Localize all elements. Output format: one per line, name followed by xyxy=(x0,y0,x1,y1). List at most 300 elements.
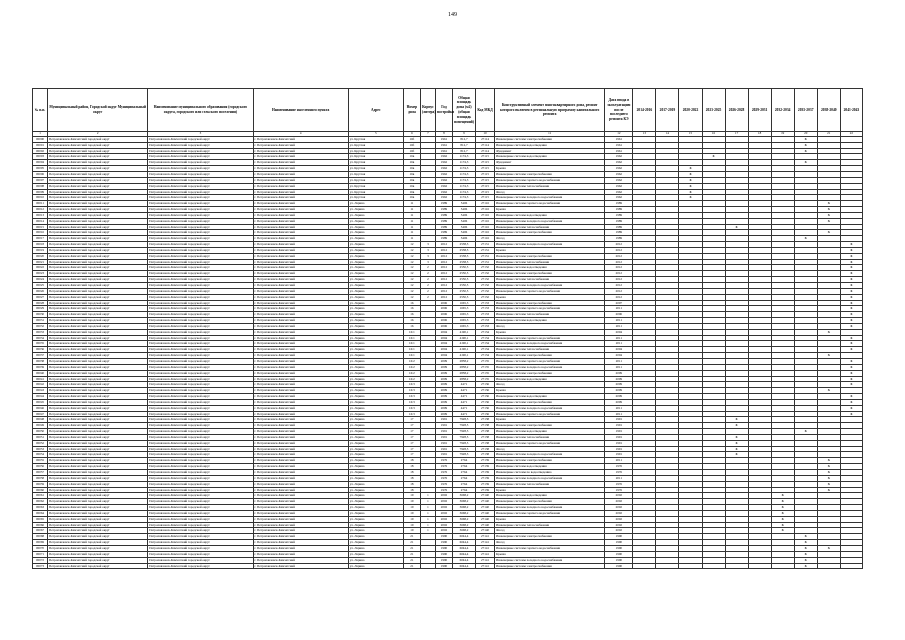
table-cell: 16б xyxy=(403,136,420,142)
table-cell: 2012 xyxy=(435,294,452,300)
table-cell: г. Петропавловск-Камчатский xyxy=(253,423,348,429)
table-cell: ул. Ларина xyxy=(348,253,403,259)
table-cell: 2009 xyxy=(435,399,452,405)
table-cell: г. Петропавловск-Камчатский xyxy=(253,522,348,528)
table-cell: г. Петропавловск-Камчатский xyxy=(253,271,348,277)
column-number: 11 xyxy=(495,132,605,137)
table-cell: ул. Ларина xyxy=(348,230,403,236)
table-cell: Петропавловск-Камчатский городской округ xyxy=(148,423,253,429)
table-cell: 27134 xyxy=(476,347,495,353)
table-cell: 2004 xyxy=(605,353,633,359)
table-cell: Инженерные системы теплоснабжения xyxy=(495,312,605,318)
table-cell: ул. Ларина xyxy=(348,470,403,476)
table-cell: ул. Ларина xyxy=(348,376,403,382)
table-cell: ул. Ларина xyxy=(348,458,403,464)
table-cell: Петропавловск-Камчатский городской округ xyxy=(148,528,253,534)
table-cell: г. Петропавловск-Камчатский xyxy=(253,207,348,213)
table-cell: г. Петропавловск-Камчатский xyxy=(253,528,348,534)
table-cell: 27138 xyxy=(476,452,495,458)
table-cell: Фундамент xyxy=(495,148,605,154)
table-cell: Петропавловск-Камчатский городской округ xyxy=(48,271,148,277)
table-cell: 27131 xyxy=(476,247,495,253)
table-cell: 27133 xyxy=(476,300,495,306)
table-cell: Фасад xyxy=(495,528,605,534)
table-cell: 12 xyxy=(403,265,420,271)
table-cell: 00043 xyxy=(33,388,48,394)
table-cell: Петропавловск-Камчатский городской округ xyxy=(48,283,148,289)
table-cell: 00024 xyxy=(33,277,48,283)
table-cell: 1174,3 xyxy=(452,183,475,189)
table-cell: ул. Ларина xyxy=(348,288,403,294)
table-cell: Петропавловск-Камчатский городской округ xyxy=(148,487,253,493)
table-cell: г. Петропавловск-Камчатский xyxy=(253,224,348,230)
table-cell: Петропавловск-Камчатский городской округ xyxy=(148,242,253,248)
table-cell: 6044,4 xyxy=(452,545,475,551)
table-cell: Петропавловск-Камчатский городской округ xyxy=(48,487,148,493)
table-cell: ул. Ларина xyxy=(348,534,403,540)
table-cell: 5406 xyxy=(452,224,475,230)
table-cell: 18 xyxy=(403,470,420,476)
table-cell: 00047 xyxy=(33,411,48,417)
table-cell: Петропавловск-Камчатский городской округ xyxy=(48,189,148,195)
table-cell: 1174,3 xyxy=(452,171,475,177)
table-cell: 1976 xyxy=(605,470,633,476)
table-cell: 2009 xyxy=(605,382,633,388)
table-cell: 16/1 xyxy=(403,341,420,347)
table-cell: ул. Ларина xyxy=(348,522,403,528)
table-cell: 2009 xyxy=(435,364,452,370)
table-cell: 2002 xyxy=(435,528,452,534)
table-cell: Крыша xyxy=(495,487,605,493)
table-cell: 27115 xyxy=(476,160,495,166)
table-cell: ул. Ларина xyxy=(348,265,403,271)
table-cell: 00036 xyxy=(33,347,48,353)
table-cell: Петропавловск-Камчатский городской округ xyxy=(148,557,253,563)
table-cell: X xyxy=(702,154,725,160)
table-cell: 16в xyxy=(403,183,420,189)
column-header: Муниципальный район, Городской округ Муниципальный округ xyxy=(48,89,148,132)
table-cell: 27140 xyxy=(476,510,495,516)
table-cell: X xyxy=(725,423,748,429)
table-cell: 2006 xyxy=(435,306,452,312)
table-cell: 1174,3 xyxy=(452,195,475,201)
table-cell: г. Петропавловск-Камчатский xyxy=(253,399,348,405)
table-cell: 1989 xyxy=(605,230,633,236)
table-cell: Крыша xyxy=(495,516,605,522)
table-cell: 2006 xyxy=(605,312,633,318)
table-cell xyxy=(817,563,840,569)
table-cell: X xyxy=(817,475,840,481)
table-cell: 27114 xyxy=(476,142,495,148)
table-cell: 00062 xyxy=(33,499,48,505)
table-cell: 2006 xyxy=(435,323,452,329)
table-cell: г. Петропавловск-Камчатский xyxy=(253,318,348,324)
table-cell: 12 xyxy=(403,288,420,294)
table-cell: 7928,5 xyxy=(452,429,475,435)
table-cell: ул. Ларина xyxy=(348,236,403,242)
table-cell: 27134 xyxy=(476,329,495,335)
column-header: 2029-2031 xyxy=(748,89,771,132)
table-cell: 2012 xyxy=(435,259,452,265)
table-cell: 00052 xyxy=(33,440,48,446)
table-cell: ул. Ларина xyxy=(348,505,403,511)
table-cell: 1 xyxy=(420,505,435,511)
table-cell: Петропавловск-Камчатский городской округ xyxy=(148,499,253,505)
table-cell: 2012 xyxy=(605,271,633,277)
table-cell: 2004 xyxy=(435,341,452,347)
table-cell: г. Петропавловск-Камчатский xyxy=(253,493,348,499)
table-cell: 00018 xyxy=(33,242,48,248)
table-cell: ул. Ларина xyxy=(348,434,403,440)
table-cell: 1991 xyxy=(605,429,633,435)
table-cell: 27138 xyxy=(476,434,495,440)
column-header: Номер дома xyxy=(403,89,420,132)
table-cell: 12 xyxy=(403,253,420,259)
table-cell: г. Петропавловск-Камчатский xyxy=(253,557,348,563)
table-cell: 1989 xyxy=(605,207,633,213)
table-cell: 27116 xyxy=(476,230,495,236)
table-cell: 16б xyxy=(403,142,420,148)
table-cell: ул. Ларина xyxy=(348,382,403,388)
table-cell: 00014 xyxy=(33,218,48,224)
table-cell: 00049 xyxy=(33,423,48,429)
table-cell: Петропавловск-Камчатский городской округ xyxy=(48,294,148,300)
table-cell: X xyxy=(840,294,862,300)
table-cell: 2538,5 xyxy=(452,242,475,248)
table-cell: Петропавловск-Камчатский городской округ xyxy=(148,540,253,546)
column-number: 9 xyxy=(452,132,475,137)
table-cell: ул. Ларина xyxy=(348,347,403,353)
table-cell: 1174,3 xyxy=(452,189,475,195)
table-cell: X xyxy=(840,318,862,324)
table-cell: 2764 xyxy=(452,487,475,493)
table-cell: 2002 xyxy=(605,499,633,505)
table-cell: 00003 xyxy=(33,154,48,160)
table-cell: 1989 xyxy=(605,218,633,224)
table-cell: 27135 xyxy=(476,376,495,382)
table-cell: 1989 xyxy=(435,212,452,218)
table-cell: 1962 xyxy=(605,166,633,172)
table-cell: 1174,3 xyxy=(452,154,475,160)
table-cell: 1990 xyxy=(435,563,452,569)
table-cell: 1989 xyxy=(435,218,452,224)
table-cell: 00055 xyxy=(33,458,48,464)
table-cell: 2538,5 xyxy=(452,259,475,265)
column-header: Конструктивный элемент многоквартирного дома, ремонт которого включен в региональную программу капитального ремонта xyxy=(495,89,605,132)
table-cell: 1 xyxy=(420,528,435,534)
table-cell: 2858,2 xyxy=(452,376,475,382)
column-header: Адрес xyxy=(348,89,403,132)
column-number: 17 xyxy=(725,132,748,137)
table-cell: 1961 xyxy=(435,136,452,142)
table-cell: Петропавловск-Камчатский городской округ xyxy=(48,160,148,166)
table-cell: 5406 xyxy=(452,218,475,224)
table-cell: ул. Круглая xyxy=(348,189,403,195)
table-cell: 2009 xyxy=(435,358,452,364)
column-header: № п.п. xyxy=(33,89,48,132)
table-cell: 12 xyxy=(403,277,420,283)
table-cell: 17 xyxy=(403,429,420,435)
table-cell: Петропавловск-Камчатский городской округ xyxy=(48,405,148,411)
table-cell: 16/1 xyxy=(403,347,420,353)
table-cell: 00017 xyxy=(33,236,48,242)
column-header: 2023-2025 xyxy=(702,89,725,132)
table-cell: 27133 xyxy=(476,306,495,312)
table-cell: г. Петропавловск-Камчатский xyxy=(253,312,348,318)
table-cell: Инженерные системы горячего водоснабжения xyxy=(495,288,605,294)
table-cell: X xyxy=(794,160,817,166)
table-cell: Петропавловск-Камчатский городской округ xyxy=(148,458,253,464)
table-cell: 27115 xyxy=(476,195,495,201)
table-cell: Крыша xyxy=(495,207,605,213)
column-header: 2017-2019 xyxy=(656,89,679,132)
table-cell: Инженерные системы водоотведения xyxy=(495,394,605,400)
table-cell: 16/2 xyxy=(403,370,420,376)
table-cell: Петропавловск-Камчатский городской округ xyxy=(148,136,253,142)
table-cell: Инженерные системы холодного водоснабжения xyxy=(495,364,605,370)
table-cell: г. Петропавловск-Камчатский xyxy=(253,201,348,207)
table-cell: 27136 xyxy=(476,382,495,388)
table-cell: X xyxy=(840,283,862,289)
table-cell: 00008 xyxy=(33,183,48,189)
table-cell: 27132 xyxy=(476,283,495,289)
table-cell: Петропавловск-Камчатский городской округ xyxy=(148,452,253,458)
table-cell: 6044,4 xyxy=(452,551,475,557)
table-cell: X xyxy=(840,288,862,294)
table-cell: г. Петропавловск-Камчатский xyxy=(253,458,348,464)
table-cell: Петропавловск-Камчатский городской округ xyxy=(148,382,253,388)
table-cell: 2002 xyxy=(435,499,452,505)
table-cell: 00029 xyxy=(33,306,48,312)
table-cell: 3 xyxy=(420,247,435,253)
table-cell: Инженерные системы холодного водоснабжения xyxy=(495,452,605,458)
table-cell: Петропавловск-Камчатский городской округ xyxy=(148,154,253,160)
table-cell: 2004 xyxy=(435,347,452,353)
table-cell: 3668,2 xyxy=(452,493,475,499)
table-cell: 2009 xyxy=(435,411,452,417)
table-cell: г. Петропавловск-Камчатский xyxy=(253,429,348,435)
table-cell: Инженерные системы водоотведения xyxy=(495,154,605,160)
table-cell: 27135 xyxy=(476,358,495,364)
table-cell: 00048 xyxy=(33,417,48,423)
table-cell: ул. Ларина xyxy=(348,300,403,306)
table-cell: 00041 xyxy=(33,376,48,382)
table-cell: Инженерные системы водоотведения xyxy=(495,265,605,271)
column-number: 1 xyxy=(33,132,48,137)
table-cell: 21 xyxy=(403,545,420,551)
table-cell: Петропавловск-Камчатский городской округ xyxy=(148,283,253,289)
table-cell: Инженерные системы электроснабжения xyxy=(495,399,605,405)
table-cell: 1 xyxy=(420,510,435,516)
table-cell: ул. Ларина xyxy=(348,545,403,551)
table-cell: Петропавловск-Камчатский городской округ xyxy=(48,499,148,505)
table-cell: г. Петропавловск-Камчатский xyxy=(253,283,348,289)
table-cell: Петропавловск-Камчатский городской округ xyxy=(48,423,148,429)
table-cell: 2002 xyxy=(605,493,633,499)
table-cell: 1976 xyxy=(435,470,452,476)
table-cell: 16/3 xyxy=(403,382,420,388)
table-cell: Петропавловск-Камчатский городской округ xyxy=(148,171,253,177)
table-cell: Петропавловск-Камчатский городской округ xyxy=(48,388,148,394)
table-cell: Петропавловск-Камчатский городской округ xyxy=(148,148,253,154)
table-cell: ул. Ларина xyxy=(348,394,403,400)
table-cell: 1962 xyxy=(435,183,452,189)
table-cell: Петропавловск-Камчатский городской округ xyxy=(48,458,148,464)
table-cell: 19 xyxy=(403,522,420,528)
table-cell: 2012 xyxy=(435,253,452,259)
table-cell: Петропавловск-Камчатский городской округ xyxy=(148,353,253,359)
table-cell: 2009 xyxy=(605,370,633,376)
table-cell: Инженерные системы теплоснабжения xyxy=(495,522,605,528)
table-cell: 27136 xyxy=(476,399,495,405)
table-cell: 2011 xyxy=(605,358,633,364)
table-cell: 1990 xyxy=(435,534,452,540)
table-cell: Инженерные системы теплоснабжения xyxy=(495,347,605,353)
column-header: 2020-2022 xyxy=(679,89,702,132)
table-cell: Петропавловск-Камчатский городской округ xyxy=(48,528,148,534)
table-cell: Инженерные системы электроснабжения xyxy=(495,370,605,376)
table-cell: г. Петропавловск-Камчатский xyxy=(253,411,348,417)
table-cell: 2006 xyxy=(435,318,452,324)
table-cell: 2 xyxy=(420,271,435,277)
table-cell: 2004 xyxy=(435,335,452,341)
table-cell: 1962 xyxy=(605,171,633,177)
table-cell: Инженерные системы теплоснабжения xyxy=(495,183,605,189)
table-cell: г. Петропавловск-Камчатский xyxy=(253,487,348,493)
table-cell: X xyxy=(840,242,862,248)
table-cell: 1961 xyxy=(435,148,452,154)
table-cell: 17 xyxy=(403,417,420,423)
table-cell xyxy=(420,563,435,569)
table-cell: 27140 xyxy=(476,516,495,522)
table-cell: 00010 xyxy=(33,195,48,201)
table-cell: 27132 xyxy=(476,277,495,283)
table-cell: ул. Ларина xyxy=(348,283,403,289)
table-cell: Петропавловск-Камчатский городской округ xyxy=(48,481,148,487)
table-cell: X xyxy=(840,382,862,388)
table-cell: г. Петропавловск-Камчатский xyxy=(253,177,348,183)
table-cell: 1665,3 xyxy=(452,312,475,318)
table-cell: Инженерные системы холодного водоснабжения xyxy=(495,242,605,248)
table-cell: 1961 xyxy=(435,142,452,148)
table-cell: 4471 xyxy=(452,405,475,411)
table-cell: Инженерные системы теплоснабжения xyxy=(495,277,605,283)
table-cell: X xyxy=(771,516,794,522)
table-cell: ул. Ларина xyxy=(348,464,403,470)
table-cell: 1991 xyxy=(435,434,452,440)
table-cell: 27136 xyxy=(476,388,495,394)
table-cell: ул. Круглая xyxy=(348,195,403,201)
table-cell: 1989 xyxy=(435,224,452,230)
table-cell: 2011 xyxy=(605,475,633,481)
table-cell: 16в xyxy=(403,171,420,177)
table-cell: г. Петропавловск-Камчатский xyxy=(253,142,348,148)
table-cell: 00035 xyxy=(33,341,48,347)
table-cell: 27134 xyxy=(476,353,495,359)
table-cell: 16/3 xyxy=(403,394,420,400)
table-cell: ул. Ларина xyxy=(348,271,403,277)
table-cell: Фасад xyxy=(495,540,605,546)
table-cell: Крыша xyxy=(495,294,605,300)
table-cell: Петропавловск-Камчатский городской округ xyxy=(148,329,253,335)
table-cell xyxy=(633,563,656,569)
table-cell: 11 xyxy=(403,212,420,218)
table-cell: Петропавловск-Камчатский городской округ xyxy=(48,183,148,189)
table-cell: Петропавловск-Камчатский городской округ xyxy=(148,259,253,265)
table-cell: Инженерные системы электроснабжения xyxy=(495,271,605,277)
table-cell: ул. Ларина xyxy=(348,528,403,534)
table-cell: 2006 xyxy=(435,312,452,318)
table-cell: ул. Ларина xyxy=(348,452,403,458)
table-cell: 2012 xyxy=(605,288,633,294)
table-cell: г. Петропавловск-Камчатский xyxy=(253,277,348,283)
table-cell: 2858,2 xyxy=(452,358,475,364)
table-cell: X xyxy=(771,505,794,511)
table-cell: Петропавловск-Камчатский городской округ xyxy=(148,446,253,452)
table-cell: Петропавловск-Камчатский городской округ xyxy=(148,493,253,499)
table-cell: ул. Ларина xyxy=(348,405,403,411)
table-cell: 2012 xyxy=(435,242,452,248)
table-cell: Петропавловск-Камчатский городской округ xyxy=(148,253,253,259)
table-cell: 00065 xyxy=(33,516,48,522)
table-cell: X xyxy=(840,277,862,283)
table-cell: 27132 xyxy=(476,294,495,300)
table-cell: 2012 xyxy=(435,283,452,289)
table-cell: г. Петропавловск-Камчатский xyxy=(253,405,348,411)
table-cell: X xyxy=(817,218,840,224)
table-cell: 2858,2 xyxy=(452,370,475,376)
table-cell: 12 xyxy=(403,259,420,265)
table-cell: 27139 xyxy=(476,464,495,470)
table-cell: 27139 xyxy=(476,458,495,464)
table-cell: ул. Ларина xyxy=(348,329,403,335)
table-cell: 2002 xyxy=(605,522,633,528)
table-cell: 27131 xyxy=(476,253,495,259)
table-cell: г. Петропавловск-Камчатский xyxy=(253,440,348,446)
table-cell: 2004 xyxy=(435,353,452,359)
table-cell: X xyxy=(840,394,862,400)
table-cell: Петропавловск-Камчатский городской округ xyxy=(148,481,253,487)
table-cell: Петропавловск-Камчатский городской округ xyxy=(48,510,148,516)
table-cell: X xyxy=(840,364,862,370)
table-cell: X xyxy=(840,247,862,253)
table-cell: 00013 xyxy=(33,212,48,218)
table-cell: 1962 xyxy=(605,183,633,189)
table-cell: 00022 xyxy=(33,265,48,271)
table-cell: ул. Ларина xyxy=(348,335,403,341)
table-cell: 11 xyxy=(403,224,420,230)
table-cell: 1961 xyxy=(605,142,633,148)
table-cell: г. Петропавловск-Камчатский xyxy=(253,230,348,236)
table-cell: г. Петропавловск-Камчатский xyxy=(253,341,348,347)
table-cell: 27134 xyxy=(476,341,495,347)
table-cell: 2764 xyxy=(452,458,475,464)
table-cell: ул. Ларина xyxy=(348,399,403,405)
table-cell: Петропавловск-Камчатский городской округ xyxy=(148,318,253,324)
table-cell: ул. Ларина xyxy=(348,551,403,557)
table-cell: Петропавловск-Камчатский городской округ xyxy=(148,236,253,242)
table-cell: 27141 xyxy=(476,551,495,557)
table-cell: 812,7 xyxy=(452,142,475,148)
table-cell: Петропавловск-Камчатский городской округ xyxy=(48,177,148,183)
column-number: 8 xyxy=(435,132,452,137)
table-cell: 2009 xyxy=(435,405,452,411)
table-cell: 27132 xyxy=(476,288,495,294)
table-cell: 1990 xyxy=(605,551,633,557)
table-cell: 00054 xyxy=(33,452,48,458)
table-cell: ул. Ларина xyxy=(348,318,403,324)
table-cell: 1989 xyxy=(435,236,452,242)
